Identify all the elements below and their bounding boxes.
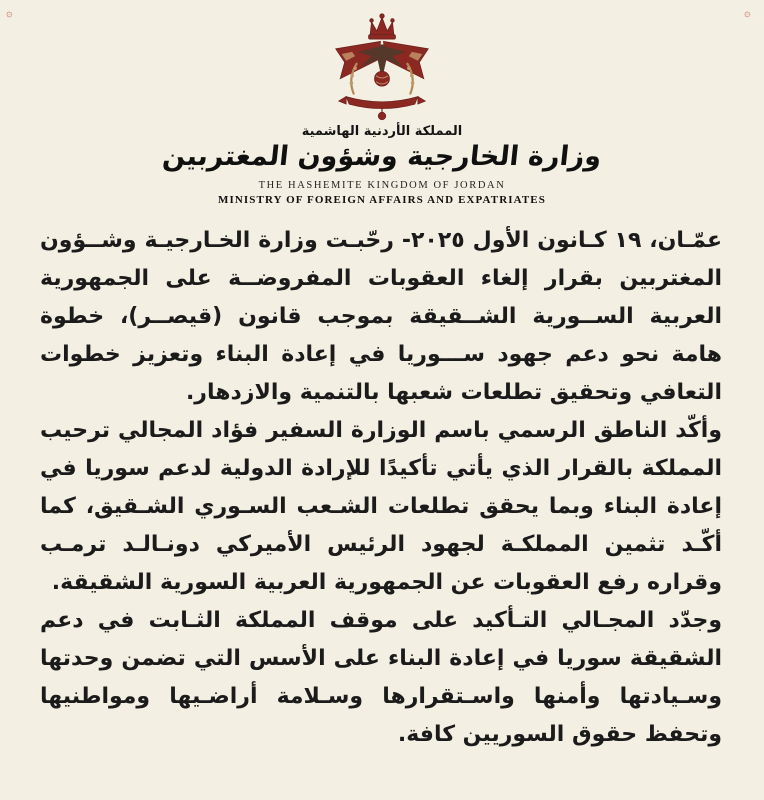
red-corner-mark-right [744, 6, 758, 20]
red-corner-mark-left [6, 6, 20, 20]
paragraph-spokesman-statement: وأكّد الناطق الرسمي باسم الوزارة السفير فؤاد المجالي ترحيب المملكة بالقرار الذي يأتي تأكيدًا للإرادة الدولية لدعم سوريا في إعادة البناء وبما يحقق تطلعات الشـعب السـوري الشـقيق، كما أكّـد تثمين المملكـة لجهود الرئيس الأميركي دونـالـد ترمـب وقراره رفع العقوبات عن الجمهورية العربية السورية الشقيقة. [40, 418, 722, 595]
ministry-name-arabic-calligraphy: وزارة الخارجية وشؤون المغتربين [160, 141, 604, 172]
kingdom-name-arabic: المملكة الأردنية الهاشمية [301, 124, 463, 139]
paragraph-dateline-lead: عمّـان، ١٩ كـانون الأول ٢٠٢٥- رحّبـت وزارة الخـارجيـة وشــؤون المغتربين بقرار إلغاء العقوبات المفروضــة على الجمهورية العربية الســورية الشــقيقة بموجب قانون (قيصــر)، خطوة هامة نحو دعم جهود ســـوريا في إعادة البناء وتعزيز خطوات التعافي وتحقيق تطلعات شعبها بالتنمية والازدهار. [40, 228, 722, 405]
press-release-body [0, 206, 764, 754]
ministry-letterhead [0, 0, 764, 206]
jordan-coat-of-arms-icon [307, 10, 457, 122]
ministry-name-english: MINISTRY OF FOREIGN AFFAIRS AND EXPATRIATES [218, 194, 546, 206]
paragraph-position-reaffirmation: وجدّد المجـالي التـأكيد على موقف المملكة الثـابت في دعم الشقيقة سوريا في إعادة البناء على الأسس التي تضمن وحدتها وسـيادتها وأمنها واسـتقرارها وسـلامة أراضـيها ومواطنيها وتحفظ حقوق السوريين كافة. [40, 608, 722, 747]
kingdom-name-english: THE HASHEMITE KINGDOM OF JORDAN [258, 180, 506, 191]
